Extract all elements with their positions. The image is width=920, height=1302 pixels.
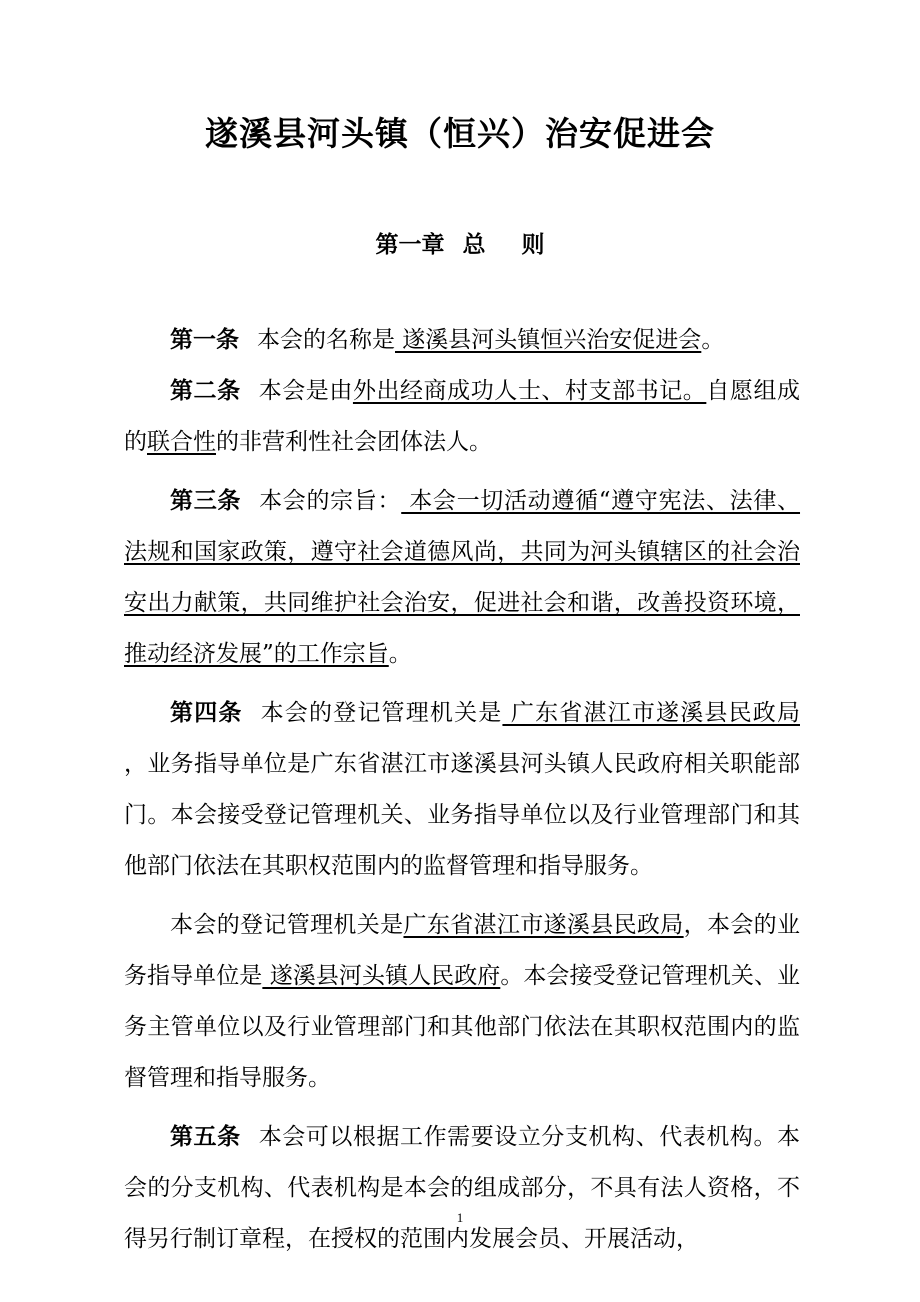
article-2-text: 本会是由: [258, 378, 353, 404]
document-body: [124, 315, 800, 1265]
article-1-end: 。: [701, 327, 725, 353]
article-2-text-3: 的非营利性社会团体法人。: [216, 429, 492, 455]
document-title: 遂溪县河头镇（恒兴）治安促进会: [205, 114, 715, 153]
article-2-nature: 联合性: [147, 429, 216, 455]
chapter-word-2: 则: [521, 232, 545, 258]
article-1-text: 本会的名称是: [257, 327, 395, 353]
article-4-alt-text: 本会的登记管理机关是: [170, 912, 404, 938]
chapter-prefix: 第一章: [375, 232, 445, 258]
article-2: [124, 366, 800, 468]
article-5: [124, 1112, 800, 1265]
article-1: [124, 315, 800, 366]
article-4-authority: 广东省湛江市遂溪县民政局: [502, 700, 800, 726]
article-5-text: 本会可以根据工作需要设立分支机构、代表机构。本会的分支机构、代表机构是本会的组成部分，不具有法人资格，不得另行制订章程，在授权的范围内发展会员、开展活动，: [124, 1124, 801, 1252]
article-4-alt-text-3: 。本会接受登记管理机关、业务主管单位以及行业管理部门和其他部门依法在其职权范围内的监督管理和指导服务。: [124, 963, 801, 1091]
article-3-end: 。: [388, 641, 412, 667]
article-2-founders: 外出经商成功人士、村支部书记。: [352, 378, 707, 404]
article-5-label: 第五条: [170, 1124, 241, 1150]
article-4-alt-guide-unit: 遂溪县河头镇人民政府: [262, 963, 501, 989]
article-4-text: 本会的登记管理机关是: [260, 700, 503, 726]
article-3-text: 本会的宗旨：: [259, 488, 402, 514]
article-4-alt: [124, 900, 800, 1104]
chapter-word-1: 总: [462, 232, 486, 258]
article-3: [124, 476, 800, 680]
article-2-label: 第二条: [170, 378, 241, 404]
article-4-text-2: ，业务指导单位是广东省湛江市遂溪县河头镇人民政府相关职能部门。本会接受登记管理机关、业务指导单位以及行业管理部门和其他部门依法在其职权范围内的监督管理和指导服务。: [124, 751, 800, 879]
article-2-text-2: 自愿组成的: [124, 378, 801, 455]
article-3-label: 第三条: [170, 488, 242, 514]
page-number: 1: [456, 1210, 464, 1225]
article-4-alt-authority: 广东省湛江市遂溪县民政局: [403, 912, 684, 938]
article-4: [124, 688, 800, 892]
article-4-alt-text-2: ，本会的业务指导单位是: [124, 912, 801, 989]
article-3-purpose: 本会一切活动遵循“遵守宪法、法律、法规和国家政策，遵守社会道德风尚，共同为河头镇辖区的社会治安出力献策，共同维护社会治安，促进社会和谐，改善投资环境，推动经济发展”的工作宗旨: [124, 488, 801, 667]
chapter-heading: [0, 226, 920, 259]
article-1-name: 遂溪县河头镇恒兴治安促进会: [395, 327, 702, 353]
article-1-label: 第一条: [170, 327, 239, 353]
article-4-label: 第四条: [170, 700, 243, 726]
